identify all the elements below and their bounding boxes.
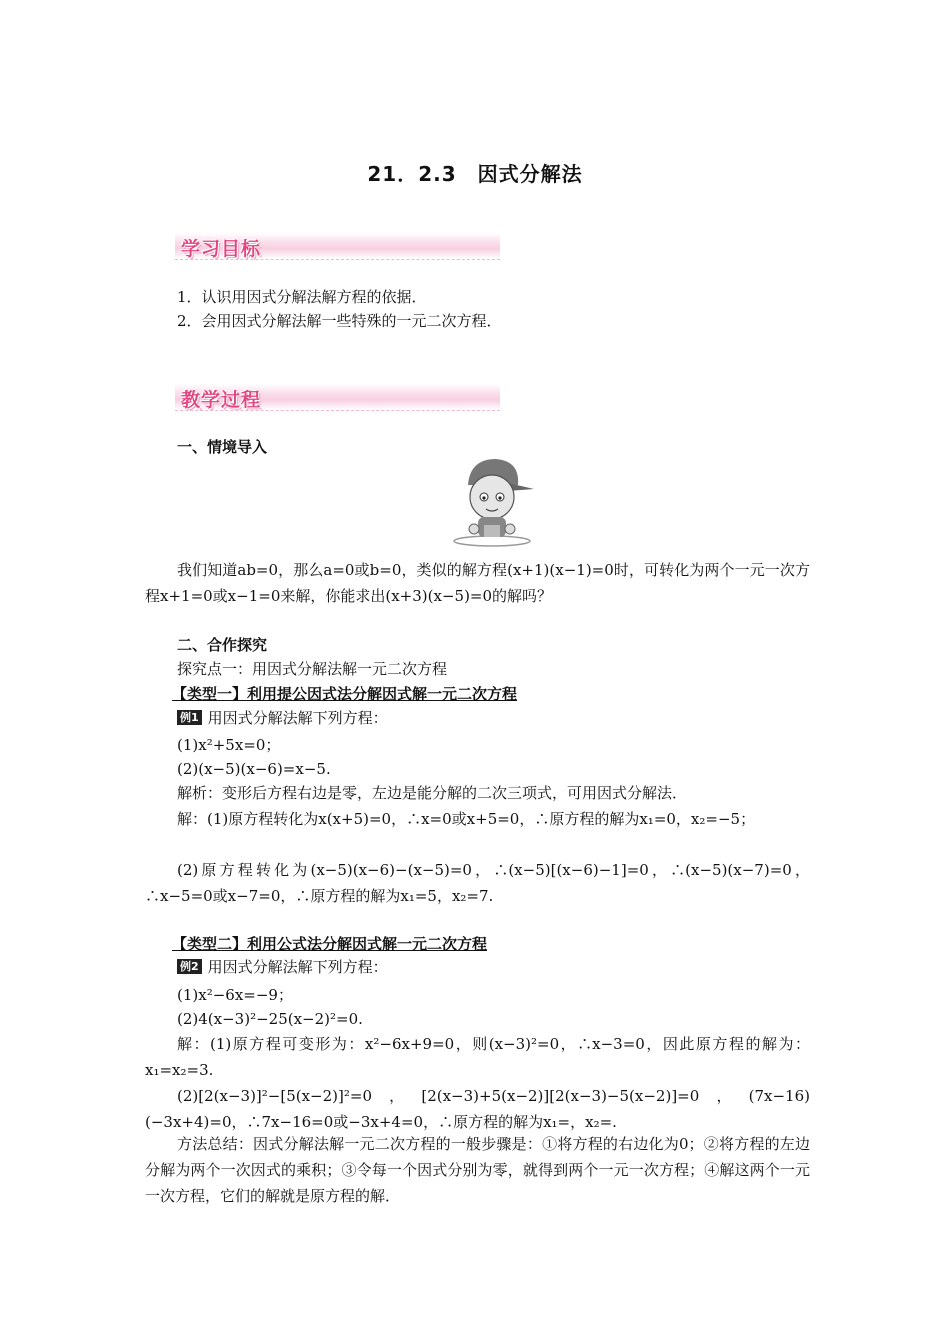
type1-heading: 【类型一】利用提公因式法分解因式解一元二次方程 xyxy=(172,685,518,703)
intro-paragraph: 我们知道ab=0，那么a=0或b=0，类似的解方程(x+1)(x−1)=0时，可转化为两个一元一次方程x+1=0或x−1=0来解，你能求出(x+3)(x−5)=0的解吗？ xyxy=(145,561,810,605)
banner-label: 学习目标 xyxy=(181,238,262,260)
explore-point: 探究点一：用因式分解法解一元二次方程 xyxy=(177,660,448,678)
example1-solution-1: 解：(1)原方程转化为x(x+5)=0，∴x=0或x+5=0，∴原方程的解为x₁=0，x₂=−5； xyxy=(177,810,756,828)
example-tag: 例2 xyxy=(177,959,202,974)
example1-analysis: 解析：变形后方程右边是零，左边是能分解的二次三项式，可用因式分解法． xyxy=(177,784,688,802)
section-banner-goals xyxy=(175,233,500,260)
example1-question-1: (1)x²+5x=0； xyxy=(177,736,281,754)
example1-question-2: (2)(x−5)(x−6)=x−5. xyxy=(177,760,331,778)
example2-question-1: (1)x²−6x=−9； xyxy=(177,986,293,1004)
method-summary: 方法总结：因式分解法解一元二次方程的一般步骤是：①将方程的右边化为0；②将方程的左边分解为两个一次因式的乘积；③令每一个因式分别为零，就得到两个一元一次方程；④解这两个一元一次方程，它们的解就是原方程的解． xyxy=(145,1135,810,1205)
example2-prompt xyxy=(177,955,807,979)
goal-item: 1．认识用因式分解法解方程的依据． xyxy=(177,288,427,306)
goal-item: 2．会用因式分解法解一些特殊的一元二次方程． xyxy=(177,312,502,330)
example1-solution-2: (2)原方程转化为(x−5)(x−6)−(x−5)=0，∴(x−5)[(x−6)−1]=0，∴(x−5)(x−7)=0，∴x−5=0或x−7=0，∴原方程的解为x₁=5，x₂=7. xyxy=(145,861,810,905)
page-title: 21．2.3 因式分解法 xyxy=(367,162,583,186)
example-tag: 例1 xyxy=(177,710,202,725)
example1-prompt xyxy=(177,706,807,730)
explore-heading: 二、合作探究 xyxy=(177,636,268,654)
banner-label: 教学过程 xyxy=(181,389,262,411)
cartoon-child-illustration xyxy=(448,455,538,547)
example-prompt-text: 用因式分解法解下列方程： xyxy=(207,958,388,976)
example-prompt-text: 用因式分解法解下列方程： xyxy=(207,709,388,727)
example2-solution-2: (2)[2(x−3)]²−[5(x−2)]²=0，[2(x−3)+5(x−2)][2(x−3)−5(x−2)]=0，(7x−16)(−3x+4)=0，∴7x−16=0或−3x+4=0，∴原方程的解为x₁=，x₂=. xyxy=(145,1087,810,1131)
section-banner-process xyxy=(175,384,500,411)
example2-solution-1: 解：(1)原方程可变形为：x²−6x+9=0，则(x−3)²=0，∴x−3=0，因此原方程的解为：x₁=x₂=3. xyxy=(145,1035,810,1079)
type2-heading: 【类型二】利用公式法分解因式解一元二次方程 xyxy=(172,935,488,953)
example2-question-2: (2)4(x−3)²−25(x−2)²=0. xyxy=(177,1010,363,1028)
intro-heading: 一、情境导入 xyxy=(177,438,268,456)
